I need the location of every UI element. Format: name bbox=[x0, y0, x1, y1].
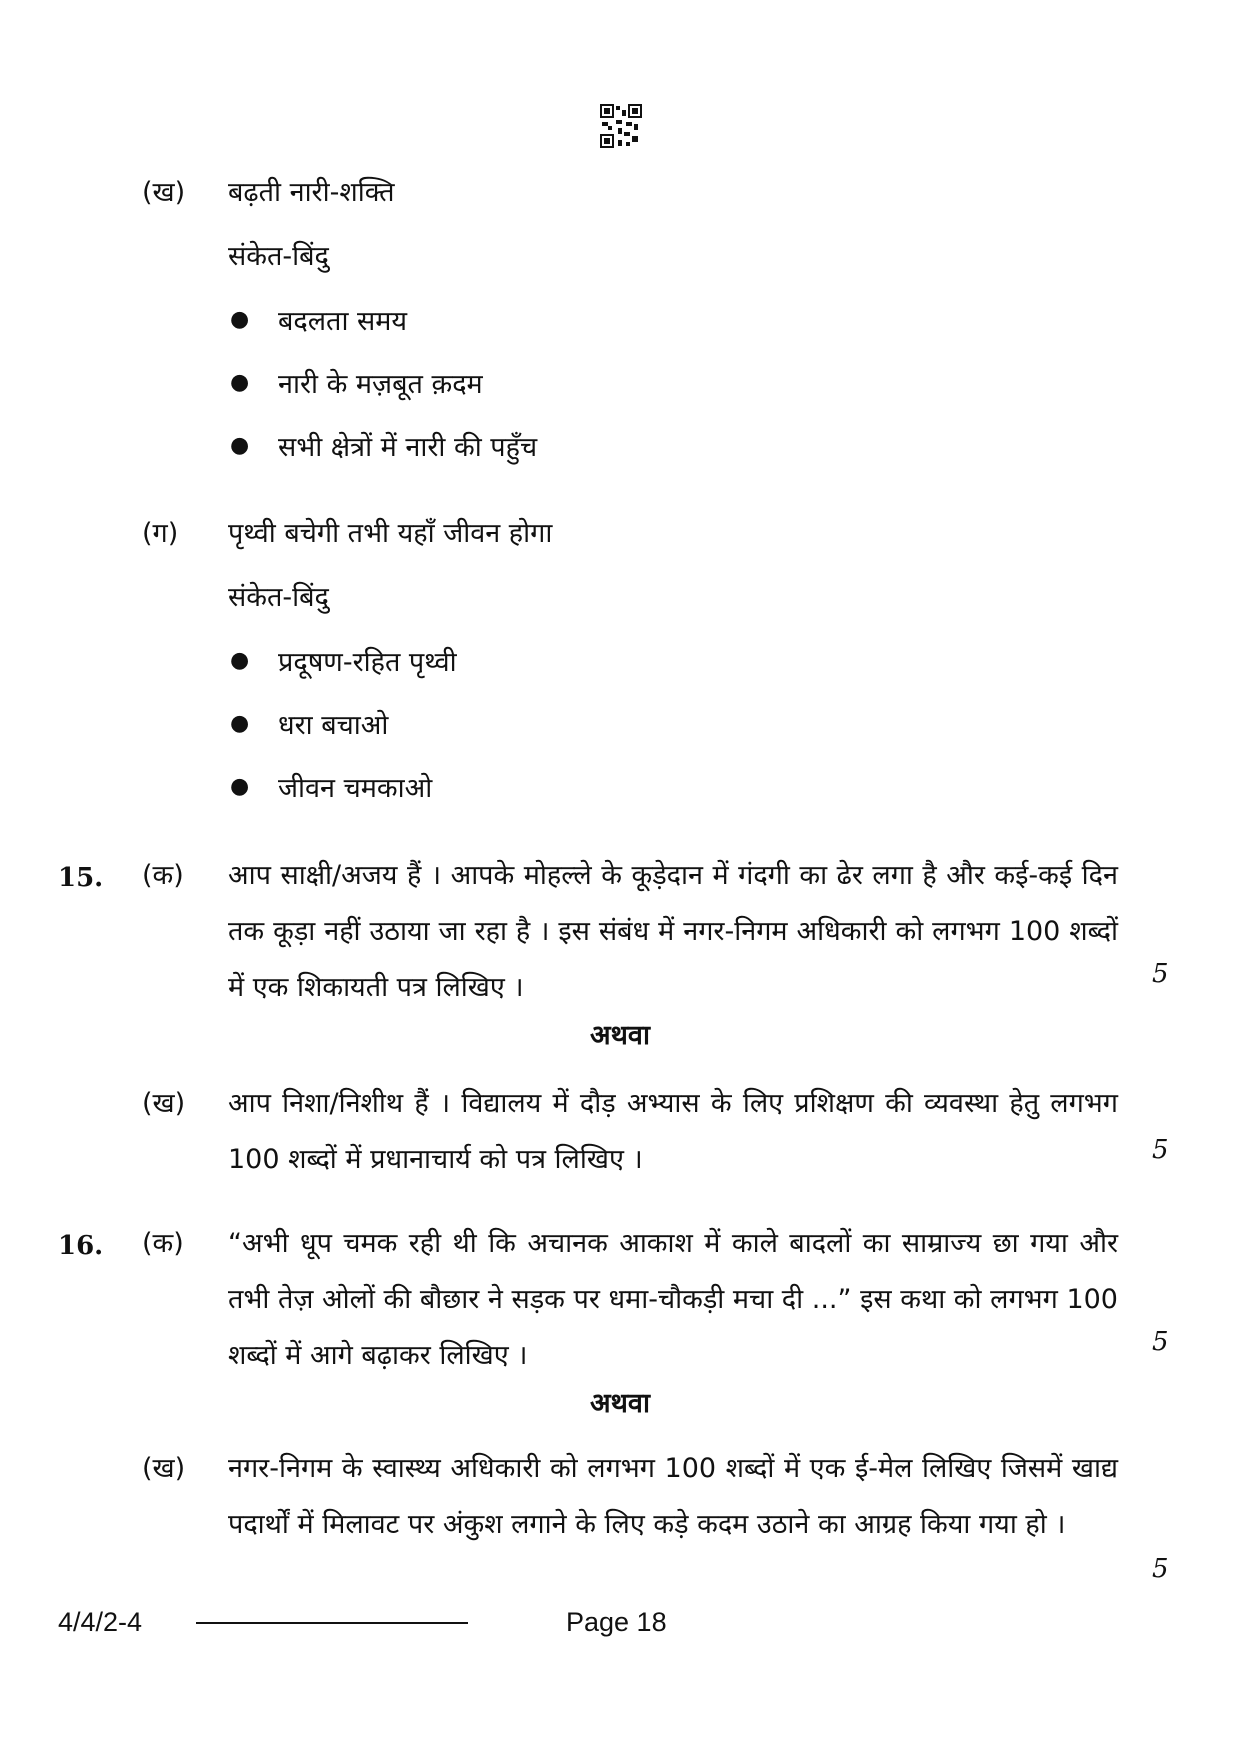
footer-divider bbox=[196, 1622, 468, 1624]
page-number: Page 18 bbox=[566, 1607, 667, 1637]
question-15a-marks: 5 bbox=[1152, 959, 1169, 989]
question-15-number: 15. bbox=[58, 863, 104, 893]
section-kh-point-2: नारी के मज़बूत क़दम bbox=[278, 369, 483, 400]
section-kh-title: बढ़ती नारी-शक्ति bbox=[228, 177, 395, 208]
section-ga-hint: संकेत-बिंदु bbox=[228, 582, 329, 613]
question-16b-label: (ख) bbox=[142, 1453, 186, 1484]
question-15b-label: (ख) bbox=[142, 1088, 186, 1119]
section-ga-point-3: जीवन चमकाओ bbox=[278, 773, 433, 804]
question-15a-label: (क) bbox=[142, 860, 184, 891]
question-16b-marks: 5 bbox=[1152, 1554, 1169, 1584]
question-16a-marks: 5 bbox=[1152, 1327, 1169, 1357]
bullet-icon: ● bbox=[230, 433, 250, 458]
question-16b-text: नगर-निगम के स्वास्थ्य अधिकारी को लगभग 100 शब्दों में एक ई-मेल लिखिए जिसमें खाद्य पदार्थों में मिलावट पर अंकुश लगाने के लिए कड़े कदम उठाने का आग्रह किया गया हो । bbox=[228, 1453, 1118, 1540]
section-ga-point-1: प्रदूषण-रहित पृथ्वी bbox=[278, 647, 457, 678]
bullet-icon: ● bbox=[230, 648, 250, 673]
question-16a-text: “अभी धूप चमक रही थी कि अचानक आकाश में काले बादलों का साम्राज्य छा गया और तभी तेज़ ओलों की बौछार ने सड़क पर धमा-चौकड़ी मचा दी ...” इस कथा को लगभग 100 शब्दों में आगे बढ़ाकर लिखिए । bbox=[228, 1228, 1118, 1371]
question-15b-text: आप निशा/निशीथ हैं । विद्यालय में दौड़ अभ्यास के लिए प्रशिक्षण की व्यवस्था हेतु लगभग 100 शब्दों में प्रधानाचार्य को पत्र लिखिए । bbox=[228, 1088, 1118, 1175]
question-16a-label: (क) bbox=[142, 1228, 184, 1259]
section-kh-point-1: बदलता समय bbox=[278, 306, 408, 337]
paper-code: 4/4/2-4 bbox=[58, 1607, 143, 1637]
section-ga-label: (ग) bbox=[142, 518, 179, 549]
question-16-number: 16. bbox=[58, 1231, 104, 1261]
section-ga-point-2: धरा बचाओ bbox=[278, 710, 389, 741]
section-kh-label: (ख) bbox=[142, 177, 186, 208]
bullet-icon: ● bbox=[230, 307, 250, 332]
section-ga-title: पृथ्वी बचेगी तभी यहाँ जीवन होगा bbox=[228, 518, 553, 549]
question-15-or: अथवा bbox=[590, 1020, 650, 1051]
question-15a-text: आप साक्षी/अजय हैं । आपके मोहल्ले के कूड़ेदान में गंदगी का ढेर लगा है और कई-कई दिन तक कूड़ा नहीं उठाया जा रहा है । इस संबंध में नगर-निगम अधिकारी को लगभग 100 शब्दों में एक शिकायती पत्र लिखिए । bbox=[228, 860, 1118, 1003]
section-kh-point-3: सभी क्षेत्रों में नारी की पहुँच bbox=[278, 432, 538, 463]
question-16-or: अथवा bbox=[590, 1388, 650, 1419]
section-kh-hint: संकेत-बिंदु bbox=[228, 241, 329, 272]
bullet-icon: ● bbox=[230, 711, 250, 736]
bullet-icon: ● bbox=[230, 774, 250, 799]
question-15b-marks: 5 bbox=[1152, 1135, 1169, 1165]
qr-code-icon bbox=[600, 104, 642, 148]
bullet-icon: ● bbox=[230, 370, 250, 395]
